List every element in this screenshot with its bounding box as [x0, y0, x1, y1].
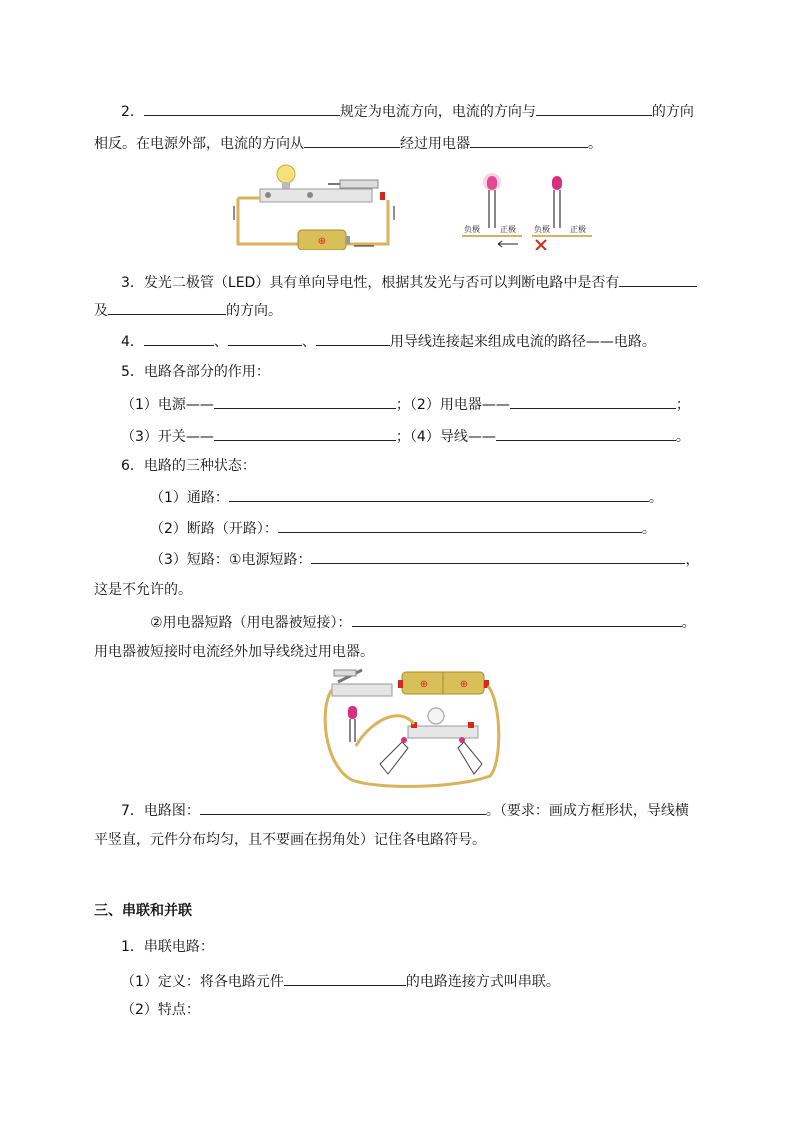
switch-icon	[332, 670, 392, 696]
q5-r1-label-a: （1）电源——	[121, 397, 214, 413]
q4-blank-2[interactable]	[228, 331, 302, 346]
q6-blank-open[interactable]	[278, 518, 642, 533]
q5-r1-end: ；	[675, 397, 690, 413]
q2-blank-1[interactable]	[144, 101, 340, 116]
terminal-icon	[398, 680, 403, 688]
q6-state-4	[150, 612, 696, 632]
q5-r2-label-a: （3）开关——	[121, 429, 214, 445]
q4-blank-1[interactable]	[144, 331, 214, 346]
q4-number: 4．	[121, 334, 144, 350]
q2-text-3: 相反。在电源外部，电流的方向从	[94, 136, 304, 152]
led-neg-label-1: 负极	[464, 225, 480, 234]
sec3-item-2	[121, 971, 560, 991]
q6-s1-label: （1）通路：	[150, 490, 229, 506]
battery-pack-icon	[402, 672, 484, 694]
q4-sep-2: 、	[301, 334, 316, 350]
q3-text-1: 3．发光二极管（LED）具有单向导电性，根据其发光与否可以判断电路中是否有	[121, 275, 620, 291]
q5-blank-wire[interactable]	[496, 426, 676, 441]
led-illustration	[462, 168, 592, 250]
q6-s4-label: ②用电器短路（用电器被短接）：	[150, 615, 352, 631]
q2-blank-4[interactable]	[470, 133, 588, 148]
q6-state-3	[150, 549, 699, 569]
bulb-icon	[277, 165, 295, 189]
q5-row1	[121, 394, 690, 414]
q4-text-1: 用导线连接起来组成电流的路径——电路。	[389, 334, 656, 350]
q7-text-2: 。（要求：画成方框形状，导线横	[485, 803, 689, 819]
hand-icon	[380, 737, 482, 774]
q7-line2: 平竖直，元件分布均匀，且不要画在拐角处）记住各电路符号。	[94, 832, 486, 848]
board-icon	[260, 189, 372, 202]
q2-text-1: 规定为电流方向，电流的方向与	[339, 104, 536, 120]
q6-state-4-cont: 用电器被短接时电流经外加导线绕过用电器。	[94, 644, 374, 660]
q3-line2	[94, 300, 282, 320]
cross-icon	[536, 240, 546, 250]
led-icon	[348, 706, 357, 742]
q5-r1-label-b: ；（2）用电器——	[395, 397, 510, 413]
sec3-def-text-1: （1）定义：将各电路元件	[121, 974, 284, 990]
sec3-item-1: 1．串联电路：	[121, 939, 214, 955]
svg-text:⊕: ⊕	[459, 679, 469, 690]
battery-icon	[298, 230, 350, 250]
q6-blank-short-appliance[interactable]	[352, 612, 682, 627]
q6-s3-end: ，	[685, 552, 700, 568]
q6-blank-short-source[interactable]	[311, 549, 685, 564]
section-3-title: 三、串联和并联	[94, 903, 192, 919]
q6-state-2	[150, 518, 656, 538]
circuit-illustration-2	[318, 664, 504, 790]
q6-state-1	[150, 487, 663, 507]
svg-text:⊕: ⊕	[317, 236, 327, 247]
q6-state-3-cont: 这是不允许的。	[94, 582, 192, 598]
q6-blank-closed[interactable]	[229, 487, 649, 502]
q2-line2	[94, 133, 602, 153]
q6-s2-label: （2）断路（开路）：	[150, 521, 278, 537]
q3-text-3: 的方向。	[226, 303, 282, 319]
bulb-board-icon	[408, 708, 478, 738]
q4-blank-3[interactable]	[316, 331, 390, 346]
q5-row2	[121, 426, 690, 446]
led-neg-label-2: 负极	[534, 225, 550, 234]
q6-s2-end: 。	[641, 521, 656, 537]
q6-title: 6．电路的三种状态：	[121, 458, 256, 474]
led-lit-icon	[483, 173, 501, 228]
q2-text-4: 经过用电器	[400, 136, 470, 152]
led-pos-label-1: 正极	[500, 225, 516, 234]
q2-text-2: 的方向	[651, 104, 694, 120]
q6-s3-label: （3）短路：①电源短路：	[150, 552, 312, 568]
q6-s4-end: 。	[681, 615, 696, 631]
q3-line1	[121, 272, 697, 292]
q5-r2-label-b: ；（4）导线——	[395, 429, 496, 445]
q3-blank-2[interactable]	[108, 300, 226, 315]
q5-blank-appliance[interactable]	[510, 394, 676, 409]
q7-blank-1[interactable]	[200, 800, 486, 815]
q2-number: 2．	[121, 104, 144, 120]
switch-icon	[328, 180, 378, 188]
svg-text:⊕: ⊕	[419, 679, 429, 690]
q5-blank-switch[interactable]	[214, 426, 396, 441]
q4-sep-1: 、	[213, 334, 228, 350]
q2-line1	[121, 101, 694, 121]
q2-blank-2[interactable]	[536, 101, 652, 116]
q2-blank-3[interactable]	[304, 133, 400, 148]
sec3-blank-series[interactable]	[284, 971, 406, 986]
q5-title: 5．电路各部分的作用：	[121, 364, 270, 380]
q3-text-2: 及	[94, 303, 108, 319]
q7-text-1: 7．电路图：	[121, 803, 200, 819]
circuit-illustration-1	[228, 160, 404, 250]
q2-text-5: 。	[588, 136, 602, 152]
q3-blank-1[interactable]	[619, 272, 697, 287]
sec3-item-3: （2）特点：	[121, 1002, 200, 1018]
q5-r2-end: 。	[675, 429, 690, 445]
terminal-icon	[380, 192, 385, 200]
led-pos-label-2: 正极	[570, 225, 586, 234]
q4-line	[121, 331, 656, 351]
q7-line1	[121, 800, 689, 820]
led-unlit-icon	[552, 176, 562, 228]
q5-blank-power[interactable]	[214, 394, 396, 409]
sec3-def-text-2: 的电路连接方式叫串联。	[405, 974, 560, 990]
q6-s1-end: 。	[648, 490, 663, 506]
